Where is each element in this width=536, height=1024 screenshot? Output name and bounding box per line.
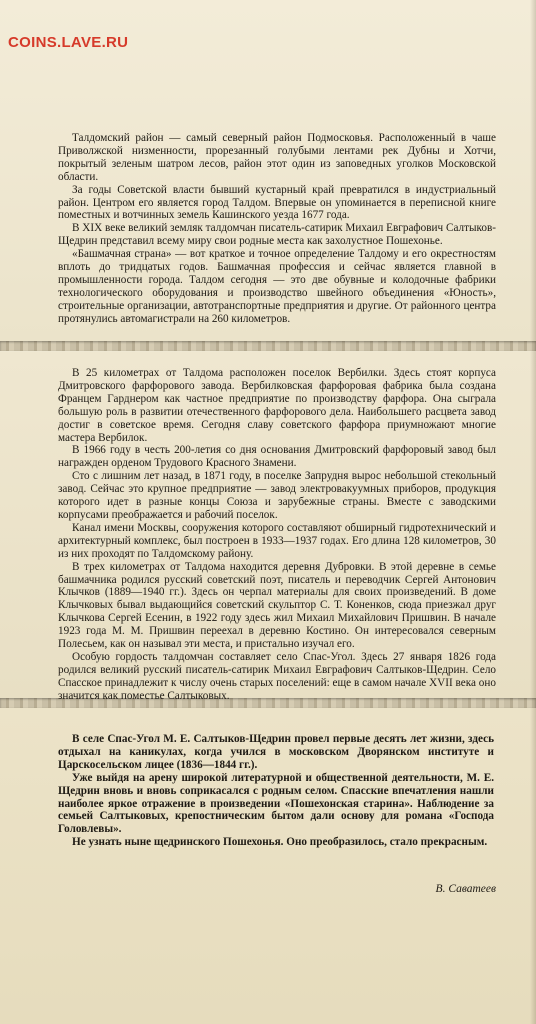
fold-crease <box>0 341 536 351</box>
paper-edge-shadow <box>530 0 536 1024</box>
paragraph: Не узнать ныне щедринского Пошехонья. Оно преобразилось, стало прекрасным. <box>72 836 488 849</box>
paragraph: Канал имени Москвы, сооружения которого составляют обширный гидротехнический и архитектурный комплекс, был построен в 1933—1937 годах. Его длина 128 километров, 30 из них проходят по Талдомскому району. <box>58 521 496 560</box>
paragraph: Талдомский район — самый северный район Подмосковья. Расположенный в чаше Приволжской низменности, прорезанный голубыми лентами рек Дубны и Хотчи, покрытый зеленым шатром лесов, район этот один из заповедных уголков Московской области. <box>58 132 496 183</box>
section-2-text <box>58 367 496 703</box>
paragraph: В трех километрах от Талдома находится деревня Дубровки. В этой деревне в семье башмачника родился русский советский поэт, писатель и переводчик Сергей Антонович Клычков (1889—1940 гг.). Здесь он черпал материалы для своих произведений. В доме Клычковых бывал выдающийся советский скульптор С. Т. Коненков, сюда приезжал друг Клычкова Сергей Есенин, в 1922 году здесь жил Михаил Михайлович Пришвин. В начале 1923 года М. М. Пришвин переехал в деревню Костино. Он интересовался северным Полесьем, как он называл эти места, и пристально изучал его. <box>58 560 496 651</box>
paragraph: В XIX веке великий земляк талдомчан писатель-сатирик Михаил Евграфович Салтыков-Щедрин представил всему миру свои родные места как захолустное Пошехонье. <box>58 222 496 248</box>
section-1-text <box>58 132 496 326</box>
paragraph: За годы Советской власти бывший кустарный край превратился в индустриальный район. Центром его является город Талдом. Впервые он упоминается в переписной книге поместных и вотчинных земель Кашинского уезда 1677 года. <box>58 183 496 222</box>
section-3-text <box>58 733 494 849</box>
paragraph: Особую гордость талдомчан составляет село Спас-Угол. Здесь 27 января 1826 года родился великий русский писатель-сатирик Михаил Евграфович Салтыков-Щедрин. Село Спасское принадлежит к числу очень старых поселений: еще в самом начале XVII века оно значится как поместье Салтыковых. <box>58 650 496 702</box>
paragraph: В селе Спас-Угол М. Е. Салтыков-Щедрин провел первые десять лет жизни, здесь отдыхал на каникулах, когда учился в московском Дворянском институте и Царскосельском лицее (1836—1844 гг.). <box>58 733 494 771</box>
paragraph: В 25 километрах от Талдома расположен поселок Вербилки. Здесь стоят корпуса Дмитровского фарфорового завода. Вербилковская фарфоровая фабрика была создана Францем Гарднером как частное предприятие по производству фарфора. Она сыграла большую роль в развитии отечественного фарфорового дела. Наибольшего расцвета завод достиг в советское время. Сегодня славу советского фарфора приумножают многие мастера Вербилок. <box>58 367 496 444</box>
paragraph: В 1966 году в честь 200-летия со дня основания Дмитровский фарфоровый завод был награжден орденом Трудового Красного Знамени. <box>58 444 496 470</box>
paragraph: «Башмачная страна» — вот краткое и точное определение Талдому и его окрестностям вплоть до тридцатых годов. Башмачная профессия и сейчас является главной в промышленности города. Талдом сегодня — это две обувные и колодочные фабрики технологического оборудования и производство швейного объединения «Юность», строительные организации, автотранспортные предприятия и другие. От районного центра протянулись автомагистрали на 260 километров. <box>58 248 496 325</box>
paragraph: Сто с лишним лет назад, в 1871 году, в поселке Запрудня вырос небольшой стекольный завод. Сейчас это крупное предприятие — завод электровакуумных приборов, продукция которого идет в разные концы Союза и зарубежные страны. Вместе с заводскими корпусами преображается и рабочий поселок. <box>58 470 496 521</box>
author-signature: В. Саватеев <box>435 883 496 895</box>
watermark: COINS.LAVE.RU <box>8 34 129 51</box>
paragraph: Уже выйдя на арену широкой литературной и общественной деятельности, М. Е. Щедрин вновь и вновь соприкасался с родным селом. Спасские впечатления нашли наиболее яркое отражение в произведении «Пошехонская старина». Наблюдение за семьей Салтыковых, крепостническим бытом дали основу для романа «Господа Головлевы». <box>58 771 494 836</box>
